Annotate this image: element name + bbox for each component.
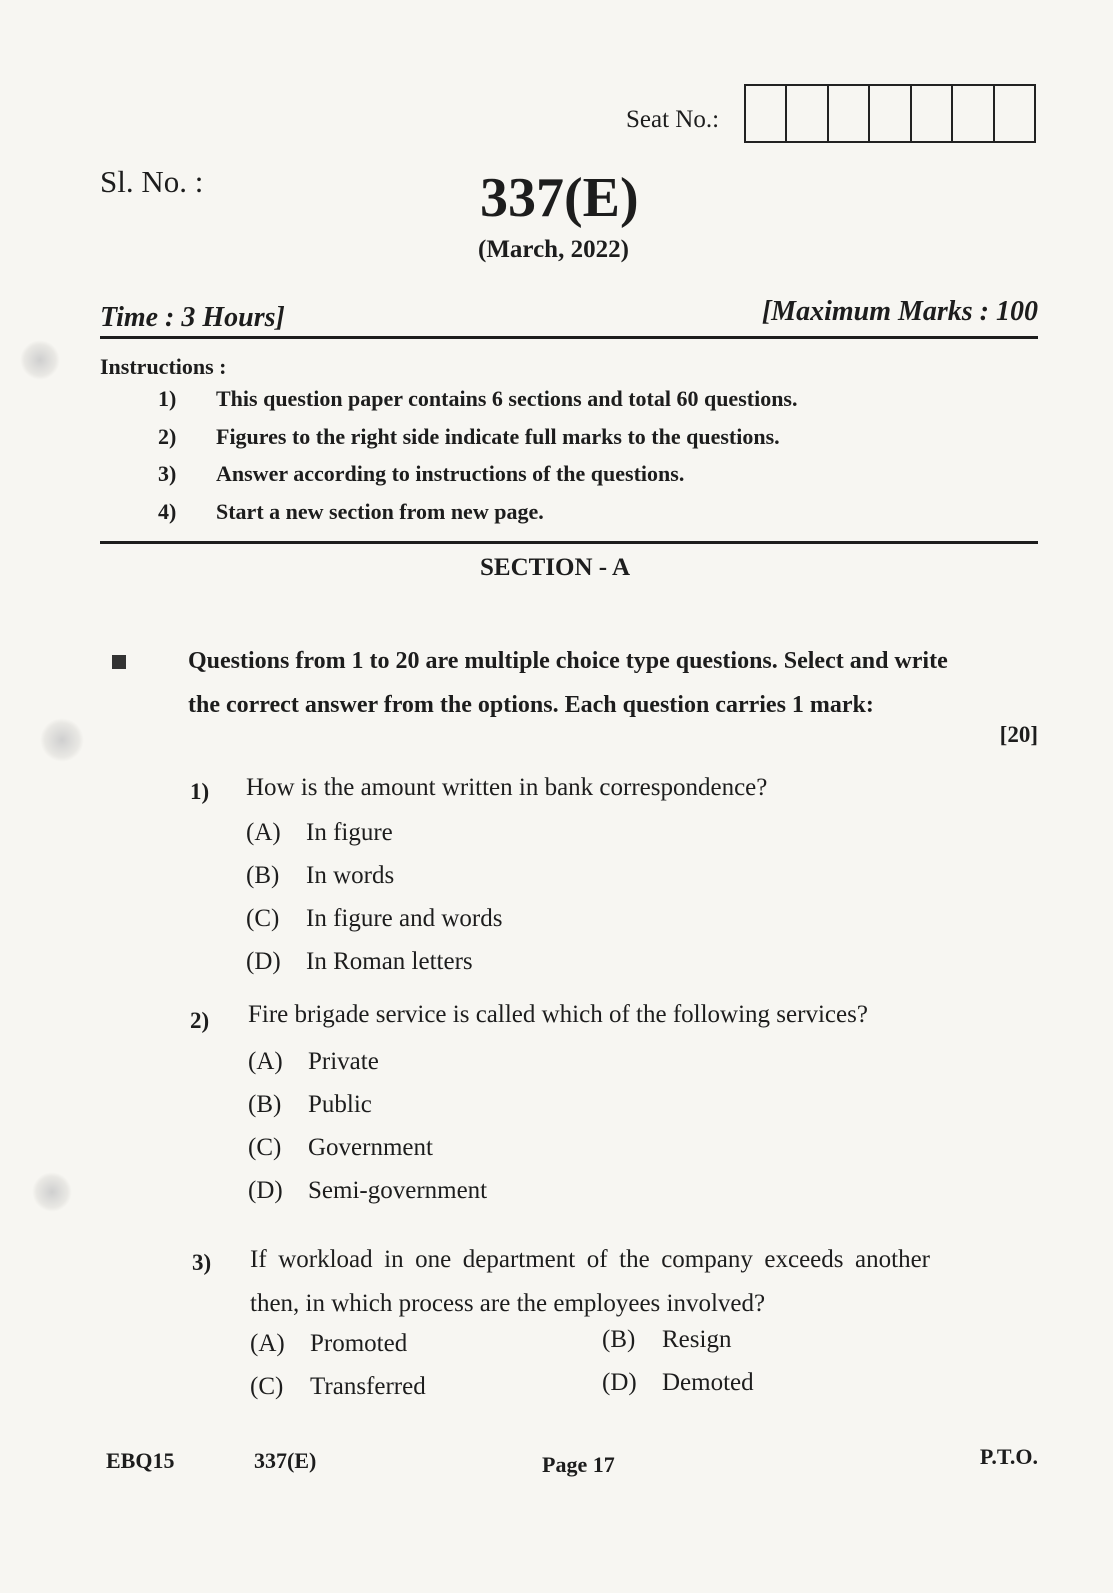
seat-no-label: Seat No.: xyxy=(626,106,720,133)
seat-digit-box[interactable] xyxy=(995,86,1034,141)
option xyxy=(246,862,394,890)
option xyxy=(248,1091,372,1119)
option xyxy=(248,1177,487,1205)
option-text: Promoted xyxy=(310,1330,408,1357)
seat-digit-box[interactable] xyxy=(746,86,787,141)
section-directions: Questions from 1 to 20 are multiple choice type questions. Select and write the correct answer from the options. Each question carries 1 mark: xyxy=(188,648,948,718)
option xyxy=(250,1330,407,1358)
divider xyxy=(100,541,1038,544)
section-marks: [20] xyxy=(999,722,1038,747)
question-text: How is the amount written in bank correspondence? xyxy=(246,774,768,801)
instruction-item xyxy=(158,424,798,462)
footer-code: EBQ15 xyxy=(106,1448,175,1473)
option-label: (C) xyxy=(250,1373,284,1400)
question-number: 3) xyxy=(192,1250,212,1275)
option-label: (C) xyxy=(248,1134,282,1161)
option-text: Transferred xyxy=(310,1373,426,1400)
punch-hole-mark xyxy=(32,1172,72,1212)
option xyxy=(602,1369,754,1397)
question-text: If workload in one department of the company exceeds another then, in which process are the employees involved? xyxy=(250,1246,930,1317)
option-label: (D) xyxy=(602,1369,637,1396)
question-text: Fire brigade service is called which of the following services? xyxy=(248,1001,868,1028)
maximum-marks: [Maximum Marks : 100 xyxy=(761,296,1038,327)
option xyxy=(602,1326,731,1354)
instruction-item xyxy=(158,461,798,499)
option xyxy=(248,1048,379,1076)
seat-digit-box[interactable] xyxy=(870,86,911,141)
footer-pto: P.T.O. xyxy=(979,1444,1038,1469)
option-label: (B) xyxy=(602,1326,636,1353)
option xyxy=(246,905,502,933)
option-label: (D) xyxy=(248,1177,283,1204)
option-label: (A) xyxy=(248,1048,283,1075)
option xyxy=(250,1373,426,1401)
option-text: In Roman letters xyxy=(306,948,473,975)
instructions-list xyxy=(158,386,798,536)
instruction-number: 2) xyxy=(158,423,177,449)
seat-digit-box[interactable] xyxy=(787,86,828,141)
option-text: Semi-government xyxy=(308,1177,488,1204)
punch-hole-mark xyxy=(40,718,84,762)
option xyxy=(246,819,393,847)
paper-code: 337(E) xyxy=(480,167,639,229)
instruction-text: Answer according to instructions of the questions. xyxy=(216,461,685,486)
instruction-text: This question paper contains 6 sections and total 60 questions. xyxy=(216,386,798,411)
question-number: 1) xyxy=(190,779,210,804)
exam-date: (March, 2022) xyxy=(478,236,629,263)
option-text: In figure and words xyxy=(306,905,503,932)
seat-no-boxes[interactable] xyxy=(744,84,1036,143)
option-label: (B) xyxy=(248,1091,282,1118)
divider xyxy=(100,336,1038,339)
instruction-text: Figures to the right side indicate full marks to the questions. xyxy=(216,423,780,449)
option xyxy=(246,948,473,976)
option-text: Demoted xyxy=(662,1369,754,1396)
option-text: Public xyxy=(308,1091,372,1118)
option-text: In figure xyxy=(306,819,393,846)
instruction-item xyxy=(158,386,798,424)
option-label: (A) xyxy=(246,819,281,846)
option-text: Resign xyxy=(662,1326,732,1353)
instructions-heading: Instructions : xyxy=(100,354,227,379)
seat-digit-box[interactable] xyxy=(829,86,870,141)
instruction-number: 3) xyxy=(158,461,177,486)
option-label: (B) xyxy=(246,862,280,889)
option-text: Private xyxy=(308,1048,379,1075)
footer-paper-code: 337(E) xyxy=(254,1448,317,1473)
option-text: Government xyxy=(308,1134,433,1161)
sl-no-label: Sl. No. : xyxy=(100,164,204,199)
instruction-number: 4) xyxy=(158,498,177,524)
question-number: 2) xyxy=(190,1008,210,1033)
instruction-text: Start a new section from new page. xyxy=(216,498,544,524)
option-text: In words xyxy=(306,862,395,889)
option xyxy=(248,1134,433,1162)
option-label: (D) xyxy=(246,948,281,975)
option-label: (C) xyxy=(246,905,280,932)
option-label: (A) xyxy=(250,1330,285,1357)
seat-digit-box[interactable] xyxy=(953,86,994,141)
instruction-item xyxy=(158,499,798,537)
footer-page-number: Page 17 xyxy=(542,1452,615,1477)
seat-digit-box[interactable] xyxy=(912,86,953,141)
time-duration: Time : 3 Hours] xyxy=(100,302,285,333)
section-title: SECTION - A xyxy=(480,554,631,581)
square-bullet-icon xyxy=(112,655,126,669)
punch-hole-mark xyxy=(20,340,60,380)
instruction-number: 1) xyxy=(158,386,177,411)
